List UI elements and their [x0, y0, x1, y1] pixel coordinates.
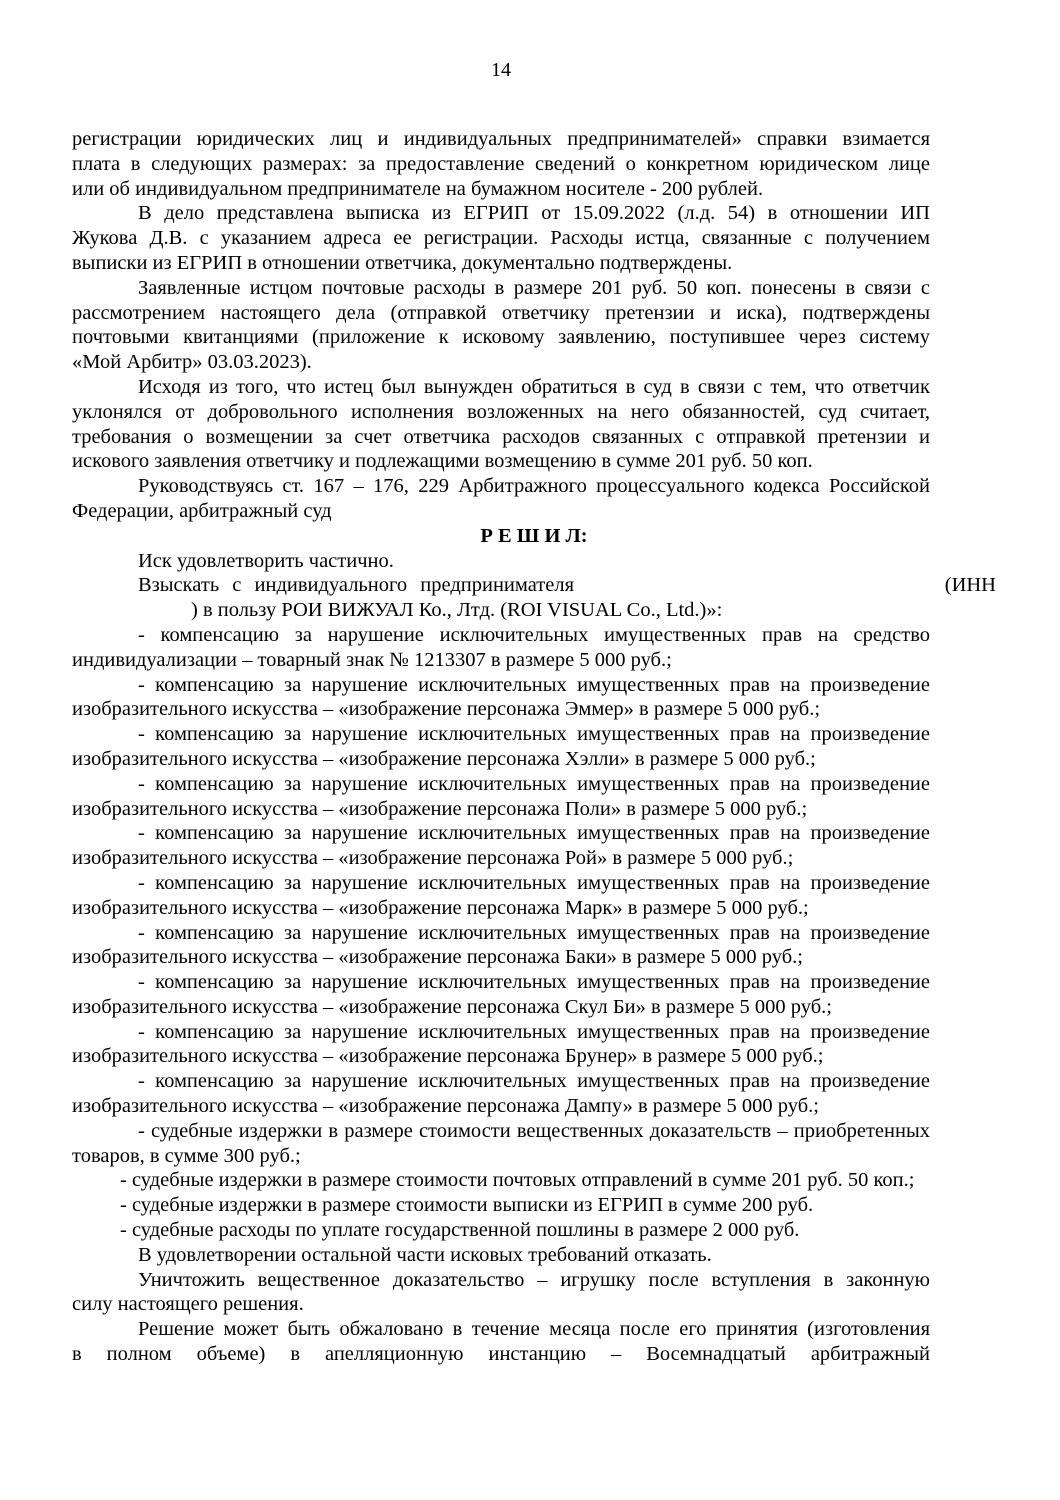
- text-line: Жукова Д.В. с указанием адреса ее регистрации. Расходы истца, связанные с получением: [72, 227, 930, 250]
- text-line: Иск удовлетворить частично.: [138, 549, 394, 572]
- text-line: рассмотрением настоящего дела (отправкой ответчику претензии и иска), подтверждены: [72, 301, 930, 324]
- text-line: товаров, в сумме 300 руб.;: [72, 1144, 301, 1167]
- text-line: - компенсацию за нарушение исключительных имущественных прав на произведение: [138, 1070, 930, 1093]
- text-line: изобразительного искусства – «изображение персонажа Марк» в размере 5 000 руб.;: [72, 896, 809, 919]
- text-line: Федерации, арбитражный суд: [72, 499, 332, 522]
- text-line: - компенсацию за нарушение исключительных имущественных прав на средство: [138, 623, 930, 646]
- text-line: - компенсацию за нарушение исключительных имущественных прав на произведение: [138, 772, 930, 795]
- document-body: [72, 127, 996, 1367]
- text-line: изобразительного искусства – «изображение персонажа Брунер» в размере 5 000 руб.;: [72, 1045, 824, 1068]
- text-line: изобразительного искусства – «изображение персонажа Дампу» в размере 5 000 руб.;: [72, 1095, 819, 1118]
- text-line: изобразительного искусства – «изображение персонажа Хэлли» в размере 5 000 руб.;: [72, 747, 816, 770]
- text-line: изобразительного искусства – «изображение персонажа Поли» в размере 5 000 руб.;: [72, 797, 808, 820]
- text-line: - компенсацию за нарушение исключительных имущественных прав на произведение: [138, 921, 930, 944]
- text-line: искового заявления ответчику и подлежащими возмещению в сумме 201 руб. 50 коп.: [72, 450, 813, 473]
- defendant-clause-line: [72, 573, 996, 598]
- text-line: - компенсацию за нарушение исключительных имущественных прав на произведение: [138, 971, 930, 994]
- text-line: Уничтожить вещественное доказательство – игрушку после вступления в законную: [138, 1268, 930, 1291]
- text-line: регистрации юридических лиц и индивидуальных предпринимателей» справки взимается: [72, 128, 930, 150]
- text-line: - судебные расходы по уплате государственной пошлины в размере 2 000 руб.: [120, 1219, 800, 1242]
- text-line: ) в пользу РОИ ВИЖУАЛ Ко., Лтд. (ROI VISUAL Co., Ltd.)»:: [191, 599, 723, 622]
- inn-label: (ИНН: [944, 574, 996, 597]
- text-line: в полном объеме) в апелляционную инстанцию – Восемнадцатый арбитражный: [72, 1343, 930, 1366]
- text-line: Решение может быть обжаловано в течение месяца после его принятия (изготовления: [138, 1318, 930, 1341]
- text-line: - компенсацию за нарушение исключительных имущественных прав на произведение: [138, 673, 930, 696]
- text-line: индивидуализации – товарный знак № 1213307 в размере 5 000 руб.;: [72, 648, 672, 671]
- text-line: почтовыми квитанциями (приложение к исковому заявлению, поступившее через систему: [72, 326, 930, 349]
- text-line: - компенсацию за нарушение исключительных имущественных прав на произведение: [138, 871, 930, 894]
- page-number: 14: [491, 59, 511, 81]
- text-line: - компенсацию за нарушение исключительных имущественных прав на произведение: [138, 723, 930, 746]
- text-line: изобразительного искусства – «изображение персонажа Эммер» в размере 5 000 руб.;: [72, 698, 821, 721]
- text-line: - компенсацию за нарушение исключительных имущественных прав на произведение: [138, 822, 930, 845]
- decision-heading: Р Е Ш И Л:: [480, 524, 588, 547]
- text-line: выписки из ЕГРИП в отношении ответчика, документально подтверждены.: [72, 251, 733, 274]
- text-line: В удовлетворении остальной части исковых требований отказать.: [138, 1243, 712, 1266]
- text-line: - судебные издержки в размере стоимости вещественных доказательств – приобретенных: [138, 1119, 930, 1142]
- text-line: изобразительного искусства – «изображение персонажа Рой» в размере 5 000 руб.;: [72, 847, 794, 870]
- defendant-clause-text: Взыскать с индивидуального предпринимателя: [138, 574, 575, 597]
- text-line: - компенсацию за нарушение исключительных имущественных прав на произведение: [138, 1020, 930, 1043]
- text-line: силу настоящего решения.: [72, 1293, 304, 1316]
- text-line: Руководствуясь ст. 167 – 176, 229 Арбитражного процессуального кодекса Российской: [138, 475, 930, 498]
- text-line: - судебные издержки в размере стоимости выписки из ЕГРИП в сумме 200 руб.: [120, 1194, 814, 1217]
- text-line: Исходя из того, что истец был вынужден обратиться в суд в связи с тем, что ответчик: [138, 375, 930, 398]
- text-line: требования о возмещении за счет ответчика расходов связанных с отправкой претензии и: [72, 425, 930, 448]
- text-line: уклонялся от добровольного исполнения возложенных на него обязанностей, суд считает,: [72, 400, 930, 423]
- text-line: - судебные издержки в размере стоимости почтовых отправлений в сумме 201 руб. 50 коп.;: [120, 1169, 915, 1192]
- text-line: «Мой Арбитр» 03.03.2023).: [72, 351, 312, 374]
- text-line: или об индивидуальном предпринимателе на бумажном носителе - 200 рублей.: [72, 177, 764, 200]
- text-line: плата в следующих размерах: за предоставление сведений о конкретном юридическом лице: [72, 152, 930, 175]
- text-line: изобразительного искусства – «изображение персонажа Баки» в размере 5 000 руб.;: [72, 946, 803, 969]
- text-line: Заявленные истцом почтовые расходы в размере 201 руб. 50 коп. понесены в связи с: [138, 276, 930, 299]
- text-line: В дело представлена выписка из ЕГРИП от 15.09.2022 (л.д. 54) в отношении ИП: [138, 202, 930, 225]
- text-line: изобразительного искусства – «изображение персонажа Скул Би» в размере 5 000 руб.;: [72, 995, 832, 1018]
